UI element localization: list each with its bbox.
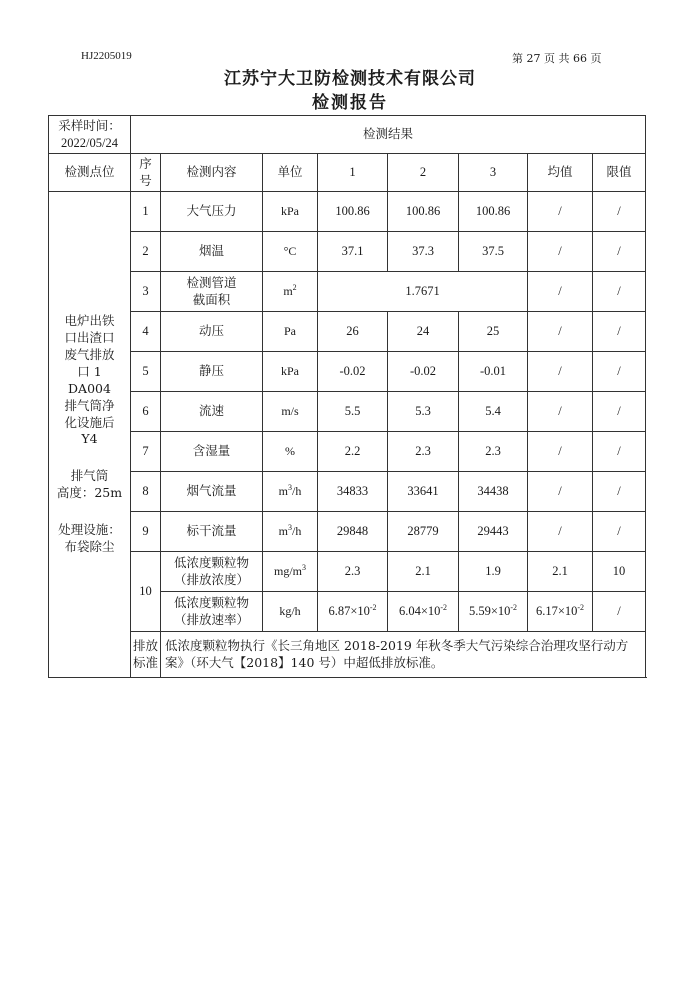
run-2-cell: 24 xyxy=(388,312,459,352)
unit-cell: kg/h xyxy=(263,592,318,632)
sampling-time-cell xyxy=(49,116,131,154)
limit-cell: / xyxy=(593,352,646,392)
run-2-cell xyxy=(388,592,459,632)
header-run-3: 3 xyxy=(459,154,528,192)
item-cell: 大气压力 xyxy=(161,192,263,232)
point-line: Y4 xyxy=(81,431,98,447)
unit-cell: m/s xyxy=(263,392,318,432)
run-1-cell: 34833 xyxy=(318,472,388,512)
header-unit: 单位 xyxy=(263,154,318,192)
average-cell: / xyxy=(528,512,593,552)
header-average: 均值 xyxy=(528,154,593,192)
run-2-cell: 28779 xyxy=(388,512,459,552)
table-row xyxy=(49,312,646,352)
average-cell: / xyxy=(528,272,593,312)
report-title: 检测报告 xyxy=(312,93,388,113)
unit-superscript: 3 xyxy=(302,563,306,573)
value-exponent: -2 xyxy=(440,602,448,612)
item-cell: 烟气流量 xyxy=(161,472,263,512)
average-cell: 2.1 xyxy=(528,552,593,592)
run-3-cell xyxy=(459,592,528,632)
results-table xyxy=(48,115,646,678)
item-line: 截面积 xyxy=(192,291,231,307)
item-cell: 含湿量 xyxy=(161,432,263,472)
sampling-date: 2022/05/24 xyxy=(61,135,118,150)
seq-cell: 1 xyxy=(131,192,161,232)
run-2-cell: 37.3 xyxy=(388,232,459,272)
unit-base: m xyxy=(278,484,288,499)
header-run-1: 1 xyxy=(318,154,388,192)
run-1-cell: 2.2 xyxy=(318,432,388,472)
item-cell: 流速 xyxy=(161,392,263,432)
unit-cell: % xyxy=(263,432,318,472)
run-3-cell: 29443 xyxy=(459,512,528,552)
run-1-cell: 2.3 xyxy=(318,552,388,592)
limit-cell: / xyxy=(593,272,646,312)
item-line: （排放速率） xyxy=(173,611,249,627)
run-3-cell: 100.86 xyxy=(459,192,528,232)
unit-tail: /h xyxy=(292,484,302,499)
facility-line: 布袋除尘 xyxy=(64,538,115,554)
run-1-cell: 100.86 xyxy=(318,192,388,232)
unit-superscript: 3 xyxy=(288,483,292,493)
item-line: 低浓度颗粒物 xyxy=(173,594,249,610)
seq-cell: 6 xyxy=(131,392,161,432)
table-row xyxy=(49,272,646,312)
column-header-row xyxy=(49,154,646,192)
run-2-cell: 2.1 xyxy=(388,552,459,592)
standard-text: 低浓度颗粒物执行《长三角地区 2018-2019 年秋冬季大气污染综合治理攻坚行动方案》（环大气【2018】140 号）中超低排放标准。 xyxy=(161,632,646,678)
limit-cell: / xyxy=(593,232,646,272)
seq-cell: 3 xyxy=(131,272,161,312)
facility-line: 处理设施： xyxy=(58,522,121,537)
value-base: 6.17×10 xyxy=(535,604,578,619)
item-cell xyxy=(161,272,263,312)
item-cell: 烟温 xyxy=(161,232,263,272)
item-line: （排放浓度） xyxy=(173,571,249,587)
limit-cell: 10 xyxy=(593,552,646,592)
value-base: 6.04×10 xyxy=(398,604,441,619)
point-line: 电炉出铁 xyxy=(64,313,115,329)
run-3-cell: -0.01 xyxy=(459,352,528,392)
value-exponent: -2 xyxy=(369,602,377,612)
unit-base: mg/m xyxy=(273,564,302,579)
stack-line: 高度：25m xyxy=(56,485,123,501)
run-3-cell: 34438 xyxy=(459,472,528,512)
limit-cell: / xyxy=(593,512,646,552)
unit-cell: °C xyxy=(263,232,318,272)
average-cell: / xyxy=(528,232,593,272)
item-cell xyxy=(161,552,263,592)
page-number: 第 27 页 共 66 页 xyxy=(512,52,602,65)
standard-row xyxy=(49,632,646,678)
run-2-cell: 100.86 xyxy=(388,192,459,232)
unit-superscript: 3 xyxy=(288,523,292,533)
average-cell: / xyxy=(528,312,593,352)
average-cell: / xyxy=(528,352,593,392)
run-2-cell: 33641 xyxy=(388,472,459,512)
limit-cell: / xyxy=(593,432,646,472)
stack-line: 排气筒 xyxy=(70,468,109,484)
header-seq xyxy=(131,154,161,192)
value-exponent: -2 xyxy=(510,602,518,612)
merged-value-cell: 1.7671 xyxy=(318,272,528,312)
run-1-cell: 26 xyxy=(318,312,388,352)
table-row xyxy=(49,472,646,512)
value-exponent: -2 xyxy=(577,602,585,612)
point-line: 废气排放 xyxy=(64,347,115,362)
unit-cell: Pa xyxy=(263,312,318,352)
seq-cell: 4 xyxy=(131,312,161,352)
table-row xyxy=(49,392,646,432)
unit-superscript: 2 xyxy=(292,283,297,293)
run-1-cell: 5.5 xyxy=(318,392,388,432)
average-cell: / xyxy=(528,392,593,432)
run-3-cell: 2.3 xyxy=(459,432,528,472)
standard-label: 排放标准 xyxy=(131,632,161,678)
unit-cell: kPa xyxy=(263,352,318,392)
point-line: 化设施后 xyxy=(64,414,115,430)
unit-cell xyxy=(263,552,318,592)
run-1-cell: 37.1 xyxy=(318,232,388,272)
average-cell: / xyxy=(528,432,593,472)
header-seq-line1: 序 xyxy=(139,155,152,171)
results-header: 检测结果 xyxy=(131,116,646,154)
seq-cell: 8 xyxy=(131,472,161,512)
run-2-cell: -0.02 xyxy=(388,352,459,392)
company-name: 江苏宁大卫防检测技术有限公司 xyxy=(224,69,476,89)
run-1-cell xyxy=(318,592,388,632)
seq-cell: 2 xyxy=(131,232,161,272)
unit-cell xyxy=(263,512,318,552)
point-line: 口出渣口 xyxy=(64,330,115,346)
item-cell: 动压 xyxy=(161,312,263,352)
limit-cell: / xyxy=(593,592,646,632)
run-1-cell: 29848 xyxy=(318,512,388,552)
document-code: HJ2205019 xyxy=(81,50,132,62)
run-3-cell: 37.5 xyxy=(459,232,528,272)
value-base: 6.87×10 xyxy=(328,604,370,619)
table-row xyxy=(49,552,646,592)
item-cell: 静压 xyxy=(161,352,263,392)
header-point: 检测点位 xyxy=(49,154,131,192)
header-item: 检测内容 xyxy=(161,154,263,192)
item-cell: 标干流量 xyxy=(161,512,263,552)
header-run-2: 2 xyxy=(388,154,459,192)
average-cell: / xyxy=(528,192,593,232)
unit-base: m xyxy=(278,524,288,539)
seq-cell: 9 xyxy=(131,512,161,552)
seq-cell: 7 xyxy=(131,432,161,472)
point-line: 排气筒净 xyxy=(64,397,115,413)
limit-cell: / xyxy=(593,392,646,432)
header-seq-line2: 号 xyxy=(139,172,152,188)
table-row xyxy=(49,232,646,272)
unit-cell xyxy=(263,472,318,512)
unit-base: m xyxy=(283,284,293,299)
limit-cell: / xyxy=(593,472,646,512)
unit-cell xyxy=(263,272,318,312)
value-base: 5.59×10 xyxy=(468,604,511,619)
run-3-cell: 25 xyxy=(459,312,528,352)
run-2-cell: 5.3 xyxy=(388,392,459,432)
average-cell: / xyxy=(528,472,593,512)
point-line: 口 1 xyxy=(77,363,102,379)
table-row xyxy=(49,432,646,472)
item-line: 检测管道 xyxy=(186,274,237,290)
monitoring-point-cell xyxy=(49,192,131,678)
run-1-cell: -0.02 xyxy=(318,352,388,392)
limit-cell: / xyxy=(593,192,646,232)
unit-tail: /h xyxy=(292,524,302,539)
average-cell xyxy=(528,592,593,632)
table-row xyxy=(49,352,646,392)
run-3-cell: 5.4 xyxy=(459,392,528,432)
point-line: DA004 xyxy=(68,380,111,396)
sampling-time-label: 采样时间： xyxy=(58,117,121,133)
table-row xyxy=(49,192,646,232)
item-line: 低浓度颗粒物 xyxy=(173,554,249,570)
seq-cell: 5 xyxy=(131,352,161,392)
seq-cell: 10 xyxy=(131,552,161,632)
item-cell xyxy=(161,592,263,632)
table-row xyxy=(49,512,646,552)
run-3-cell: 1.9 xyxy=(459,552,528,592)
limit-cell: / xyxy=(593,312,646,352)
run-2-cell: 2.3 xyxy=(388,432,459,472)
unit-cell: kPa xyxy=(263,192,318,232)
header-limit: 限值 xyxy=(593,154,646,192)
